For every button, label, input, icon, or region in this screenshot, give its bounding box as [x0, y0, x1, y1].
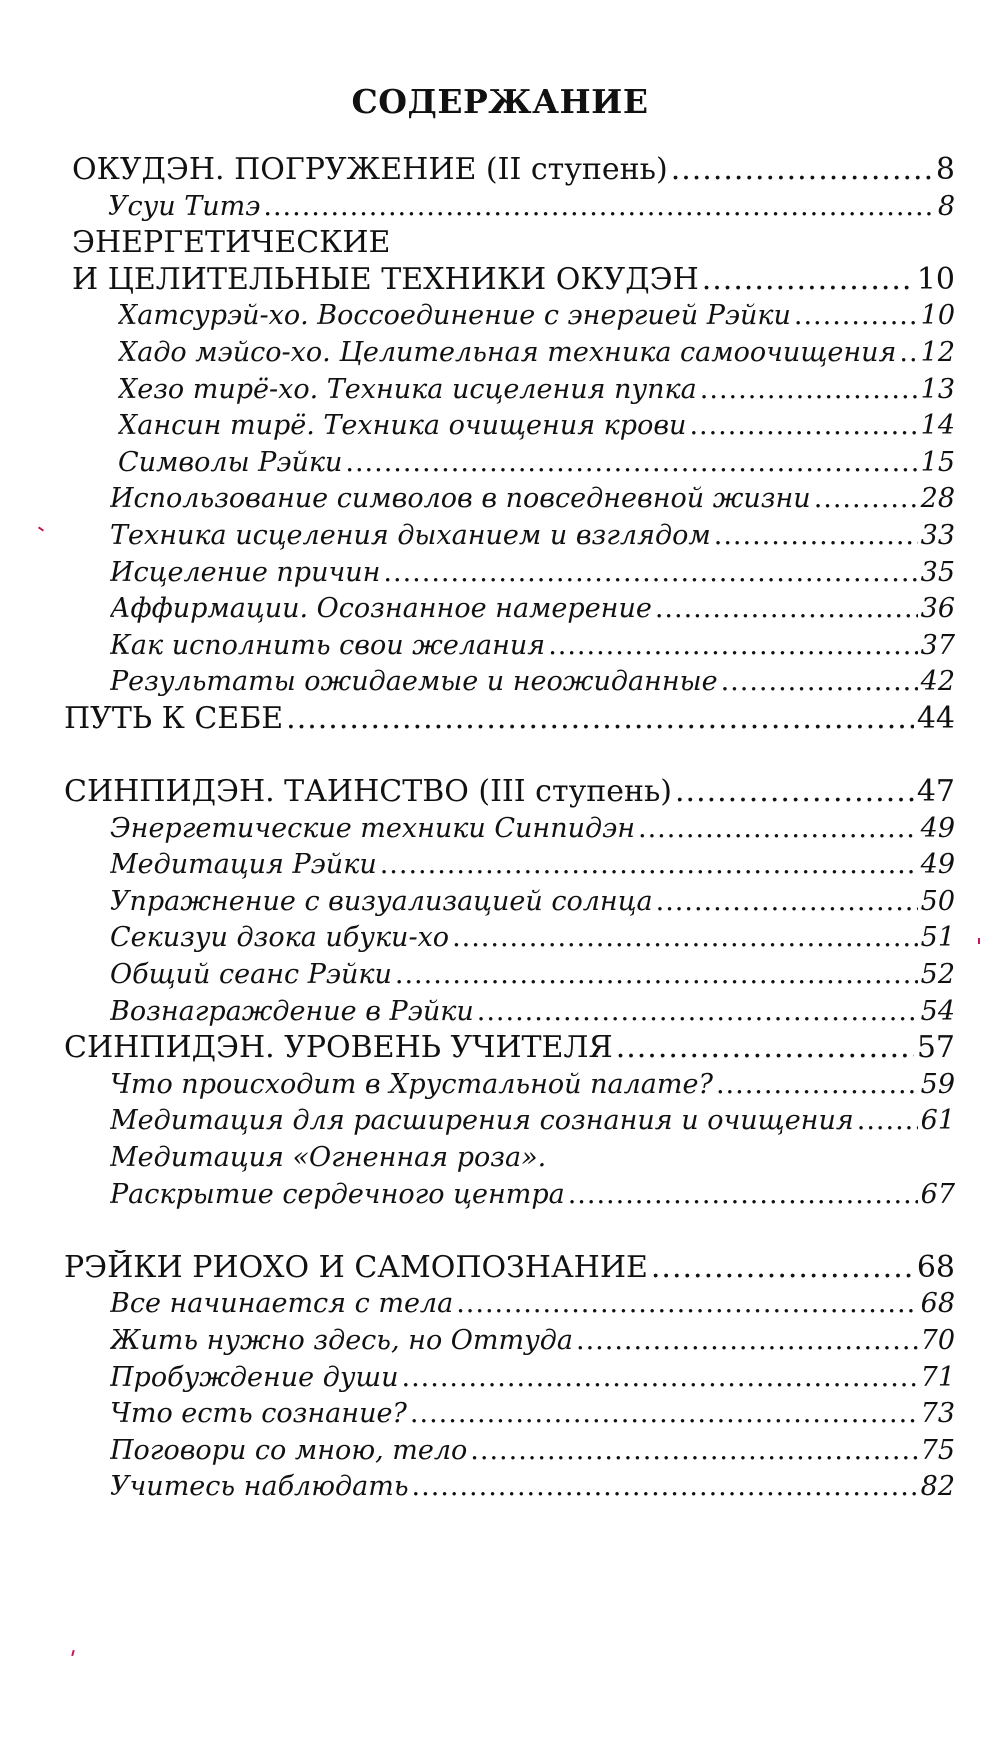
speck-mark [978, 938, 980, 944]
entry-title: И ЦЕЛИТЕЛЬНЫЕ ТЕХНИКИ ОКУДЭН [72, 261, 699, 297]
entry-page: 61 [920, 1105, 955, 1137]
entry-page: 70 [920, 1325, 955, 1356]
toc-entry[interactable] [64, 1250, 955, 1287]
entry-page: 54 [920, 995, 955, 1027]
entry-title: Что происходит в Хрустальной палате? [110, 1068, 713, 1100]
entry-title: ЭНЕРГЕТИЧЕСКИЕ [72, 225, 391, 261]
dot-leader [675, 774, 914, 811]
entry-page: 67 [920, 1178, 955, 1210]
entry-title: Усуи Титэ [108, 190, 261, 222]
dot-leader [380, 847, 918, 884]
entry-page: 49 [920, 812, 955, 844]
entry-title: Исцеление причин [110, 556, 381, 588]
entry-title: Вознаграждение в Рэйки [110, 995, 474, 1027]
toc-entry[interactable] [118, 372, 955, 409]
toc-entry[interactable] [64, 774, 955, 811]
entry-page: 51 [920, 922, 955, 954]
dot-leader [412, 1469, 918, 1506]
toc-entry[interactable] [110, 518, 955, 555]
dot-leader [638, 811, 918, 848]
entry-title: Хатсурэй-хо. Воссоединение с энергией Рэйки [118, 300, 791, 332]
entry-title: Энергетические техники Синпидэн [110, 812, 635, 844]
dot-leader [263, 189, 934, 226]
dot-leader [721, 664, 918, 701]
dot-leader [899, 335, 917, 372]
dot-leader [655, 591, 918, 628]
toc-entry[interactable] [72, 262, 955, 299]
toc-entry[interactable] [118, 408, 955, 445]
dot-leader [794, 298, 918, 335]
toc-entry[interactable] [110, 628, 955, 665]
entry-page: 15 [920, 446, 955, 478]
entry-page: 49 [920, 849, 955, 881]
entry-title: Медитация Рэйки [110, 849, 377, 881]
dot-leader [395, 957, 918, 994]
entry-page: 13 [920, 373, 955, 405]
entry-title: СИНПИДЭН. УРОВЕНЬ УЧИТЕЛЯ [64, 1030, 613, 1066]
entry-title: Хезо тирё-хо. Техника исцеления пупка [118, 373, 697, 405]
entry-page: 47 [916, 774, 955, 810]
entry-page: 73 [920, 1398, 955, 1430]
dot-leader [651, 1250, 914, 1287]
entry-page: 35 [920, 556, 955, 588]
entry-title: Медитация для расширения сознания и очищения [110, 1105, 854, 1137]
dot-leader [689, 408, 917, 445]
entry-page: 42 [920, 666, 955, 698]
table-of-contents [0, 152, 1000, 1506]
toc-entry[interactable] [110, 1103, 955, 1140]
dot-leader [616, 1030, 914, 1067]
toc-entry[interactable] [110, 1433, 955, 1470]
entry-title: Учитесь наблюдать [110, 1471, 409, 1503]
dot-leader [470, 1433, 917, 1470]
entry-title: ПУТЬ К СЕБЕ [64, 700, 284, 736]
entry-title: Символы Рэйки [118, 446, 343, 478]
entry-title: Секизуи дзока ибуки-хо [110, 922, 450, 954]
toc-entry[interactable] [118, 298, 955, 335]
dot-leader [548, 628, 917, 665]
entry-title: Техника исцеления дыханием и взглядом [110, 519, 711, 551]
entry-page: 8 [937, 190, 955, 222]
toc-entry[interactable] [110, 1286, 955, 1323]
toc-entry[interactable] [72, 152, 955, 189]
entry-title: СИНПИДЭН. ТАИНСТВО (III ступень) [64, 774, 672, 810]
entry-title: Все начинается с тела [110, 1288, 454, 1320]
dot-leader [656, 884, 918, 921]
entry-page: 71 [920, 1361, 955, 1393]
entry-title: Медитация «Огненная роза». [110, 1142, 547, 1174]
entry-title: Общий сеанс Рэйки [110, 959, 392, 991]
dot-leader [410, 1396, 918, 1433]
entry-title: Что есть сознание? [110, 1398, 407, 1430]
toc-entry [110, 1140, 955, 1177]
toc-entry[interactable] [110, 957, 955, 994]
toc-entry[interactable] [118, 445, 955, 482]
entry-page: 37 [920, 629, 955, 661]
entry-title: Использование символов в повседневной жизни [110, 483, 811, 515]
entry-page: 75 [920, 1434, 955, 1466]
entry-page: 8 [935, 152, 955, 187]
dot-leader [286, 701, 914, 738]
toc-entry [72, 225, 955, 262]
toc-entry[interactable] [118, 335, 955, 372]
toc-entry[interactable] [110, 1396, 955, 1433]
entry-title: Аффирмации. Осознанное намерение [110, 593, 652, 625]
entry-title: Упражнение с визуализацией солнца [110, 885, 653, 917]
entry-page: 14 [920, 410, 955, 442]
dot-leader [383, 555, 917, 592]
dot-leader [452, 920, 918, 957]
dot-leader [345, 445, 917, 482]
section-gap [0, 738, 1000, 775]
toc-entry[interactable] [110, 1067, 955, 1104]
dot-leader [576, 1323, 918, 1360]
toc-entry[interactable] [110, 664, 955, 701]
dot-leader [456, 1286, 917, 1323]
toc-entry[interactable] [64, 701, 955, 738]
entry-page: 68 [920, 1288, 955, 1320]
section-gap [0, 1213, 1000, 1250]
speck-mark [71, 1650, 74, 1656]
entry-title: Жить нужно здесь, но Оттуда [110, 1325, 574, 1356]
dot-leader [814, 481, 918, 518]
dot-leader [702, 262, 914, 299]
entry-page: 52 [920, 959, 955, 991]
entry-page: 44 [916, 700, 955, 736]
toc-entry[interactable] [110, 811, 955, 848]
toc-entry[interactable] [110, 555, 955, 592]
dot-leader [714, 518, 918, 555]
entry-title: Пробуждение души [110, 1361, 399, 1393]
entry-title: Как исполнить свои желания [110, 629, 546, 661]
dot-leader [671, 152, 933, 189]
entry-title: ОКУДЭН. ПОГРУЖЕНИЕ (II ступень) [72, 152, 668, 187]
entry-page: 57 [916, 1030, 955, 1066]
toc-entry[interactable] [110, 884, 955, 921]
page-title: СОДЕРЖАНИЕ [351, 82, 649, 121]
entry-page: 68 [916, 1249, 955, 1285]
entry-title: Результаты ожидаемые и неожиданные [110, 666, 718, 698]
toc-entry[interactable] [110, 1177, 955, 1214]
dot-leader [716, 1067, 918, 1104]
toc-entry[interactable] [110, 1323, 955, 1360]
dot-leader [401, 1360, 917, 1397]
entry-page: 50 [920, 885, 955, 917]
entry-title: РЭЙКИ РИОХО И САМОПОЗНАНИЕ [64, 1249, 648, 1285]
toc-entry[interactable] [110, 994, 955, 1031]
entry-title: Поговори со мною, тело [110, 1434, 468, 1466]
toc-entry[interactable] [110, 1469, 955, 1506]
dot-leader [857, 1103, 918, 1140]
entry-page: 82 [920, 1471, 955, 1503]
dot-leader [477, 994, 918, 1031]
entry-page: 12 [920, 336, 955, 368]
toc-entry[interactable] [110, 591, 955, 628]
entry-title: Хадо мэйсо-хо. Целительная техника самоочищения [118, 336, 897, 368]
dot-leader [700, 372, 918, 409]
entry-page: 36 [920, 593, 955, 625]
entry-page: 33 [920, 519, 955, 551]
dot-leader [568, 1177, 918, 1214]
entry-page: 10 [916, 261, 955, 297]
entry-page: 28 [920, 483, 955, 515]
toc-entry[interactable] [110, 847, 955, 884]
toc-entry[interactable] [110, 481, 955, 518]
toc-entry[interactable] [64, 1030, 955, 1067]
entry-page: 59 [920, 1068, 955, 1100]
entry-title: Раскрытие сердечного центра [110, 1178, 565, 1210]
entry-title: Хансин тирё. Техника очищения крови [118, 410, 687, 442]
entry-page: 10 [920, 300, 955, 332]
toc-entry[interactable] [110, 920, 955, 957]
toc-entry[interactable] [110, 1360, 955, 1397]
toc-entry[interactable] [108, 189, 955, 226]
